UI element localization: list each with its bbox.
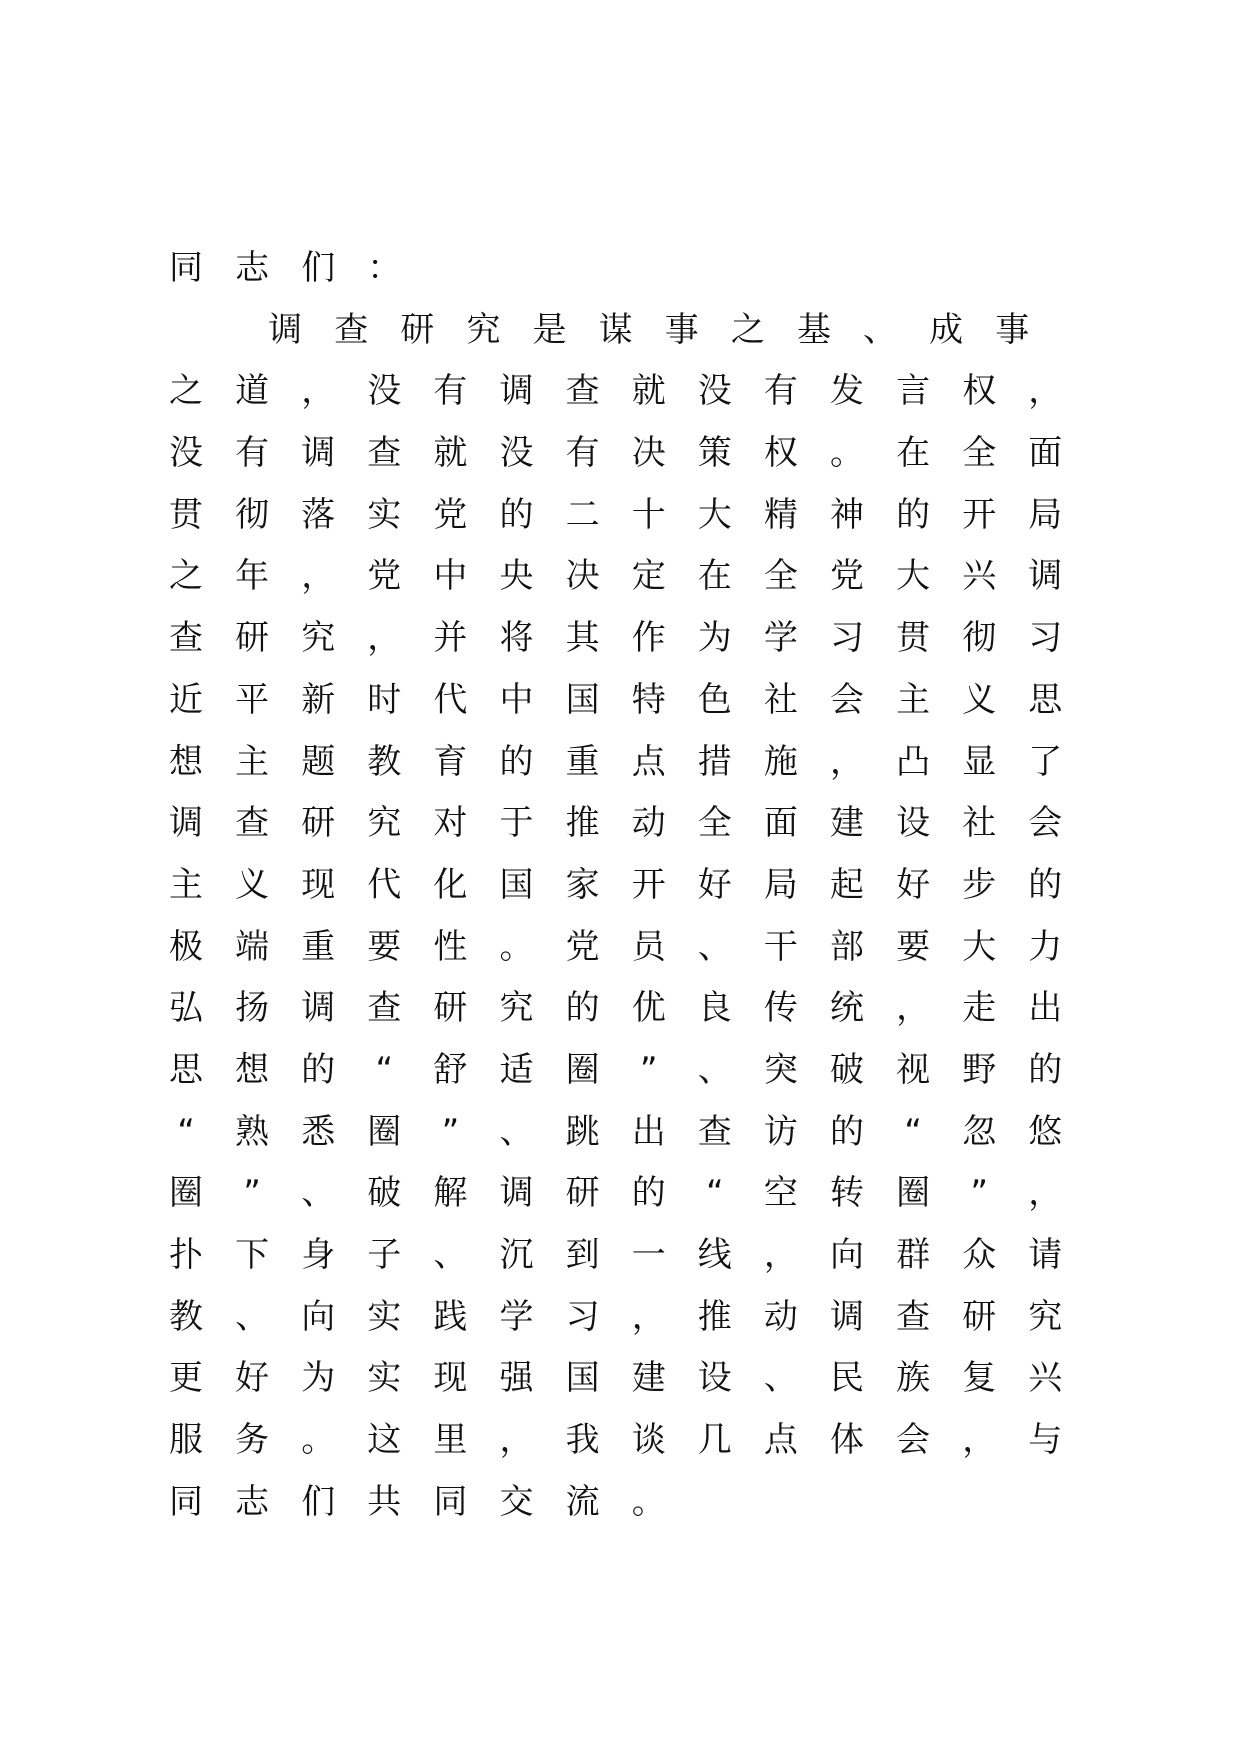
text-char: 转 <box>830 1173 864 1214</box>
text-char: 开 <box>962 494 997 535</box>
text-char: 作 <box>631 618 666 659</box>
text-char: 动 <box>631 803 666 844</box>
text-char: 圈 <box>896 1173 931 1214</box>
text-char: 共 <box>367 1481 402 1522</box>
text-char: 没 <box>499 433 534 474</box>
text-char: 走 <box>962 988 997 1029</box>
paragraph-line <box>166 1234 1062 1296</box>
text-char: “ <box>375 1049 394 1090</box>
text-char: 查 <box>334 309 369 350</box>
text-char: 社 <box>763 679 798 720</box>
text-char: 特 <box>631 679 666 720</box>
text-char: 重 <box>565 741 600 782</box>
text-char: 显 <box>962 741 997 782</box>
text-char: 突 <box>763 1049 798 1090</box>
text-char: 到 <box>565 1235 600 1275</box>
text-char: 访 <box>763 1111 798 1152</box>
text-char: 视 <box>896 1049 931 1090</box>
text-char: 言 <box>896 371 931 412</box>
text-char: 没 <box>169 433 203 474</box>
text-char: 调 <box>301 988 336 1029</box>
text-char: 调 <box>301 433 336 474</box>
text-char: ， <box>1028 371 1063 412</box>
text-char: 线 <box>697 1235 732 1275</box>
text-char: 学 <box>763 618 798 659</box>
text-char: 面 <box>1028 433 1063 474</box>
text-char: 传 <box>763 988 798 1029</box>
text-char: 同 <box>169 1481 203 1522</box>
paragraph-line <box>166 1172 1062 1234</box>
text-char: 色 <box>697 679 732 720</box>
paragraph-line <box>166 1481 1062 1543</box>
text-char: 好 <box>235 1358 270 1399</box>
text-char: 要 <box>896 926 931 967</box>
text-char: 子 <box>367 1235 402 1275</box>
paragraph-line <box>166 802 1062 864</box>
text-char: 民 <box>830 1358 864 1399</box>
text-char: 有 <box>235 433 270 474</box>
text-char: 有 <box>565 433 600 474</box>
text-char: 习 <box>830 618 864 659</box>
text-char: 务 <box>235 1420 270 1461</box>
text-char: 之 <box>730 309 765 350</box>
text-char: 志 <box>235 248 270 288</box>
text-char: ， <box>896 988 931 1029</box>
paragraph-line <box>166 864 1062 926</box>
text-char: 兴 <box>962 556 997 597</box>
text-char: 为 <box>301 1358 336 1399</box>
text-char: 神 <box>830 494 864 535</box>
text-char: 开 <box>631 864 666 905</box>
text-char: 步 <box>962 864 997 905</box>
text-char: 们 <box>301 248 336 288</box>
text-char: 适 <box>499 1049 534 1090</box>
text-char: 主 <box>169 864 203 905</box>
text-char: 育 <box>433 741 468 782</box>
text-char: 同 <box>433 1481 468 1522</box>
text-char: 统 <box>830 988 864 1029</box>
paragraph-line <box>166 679 1062 741</box>
text-char: 习 <box>1028 618 1063 659</box>
text-char: 更 <box>169 1358 203 1399</box>
paragraph-line <box>166 617 1062 679</box>
text-char: 、 <box>499 1111 534 1152</box>
text-char: 端 <box>235 926 270 967</box>
text-char: 中 <box>499 679 534 720</box>
text-char: 熟 <box>235 1111 270 1152</box>
text-char: ” <box>243 1173 261 1214</box>
text-char: 弘 <box>169 988 203 1029</box>
text-char: 向 <box>830 1235 864 1275</box>
text-char: 是 <box>532 309 567 350</box>
text-char: 平 <box>235 679 270 720</box>
text-char: 思 <box>169 1049 203 1090</box>
text-char: 党 <box>433 494 468 535</box>
text-char: 彻 <box>962 618 997 659</box>
text-char: 央 <box>499 556 534 597</box>
text-char: 的 <box>631 1173 666 1214</box>
text-char: 会 <box>896 1420 931 1461</box>
text-char: 没 <box>367 371 402 412</box>
text-char: 二 <box>565 494 600 535</box>
text-char: 全 <box>763 556 798 597</box>
text-char: 权 <box>962 371 997 412</box>
text-char: 查 <box>697 1111 732 1152</box>
text-char: 良 <box>697 988 732 1029</box>
text-char: 点 <box>631 741 666 782</box>
text-char: 究 <box>1028 1296 1063 1337</box>
text-char: 好 <box>697 864 732 905</box>
text-char: 权 <box>763 433 798 474</box>
text-char: 身 <box>301 1235 336 1275</box>
text-char: 对 <box>433 803 468 844</box>
text-char: 众 <box>962 1235 997 1275</box>
text-char: 全 <box>697 803 732 844</box>
text-char: ， <box>830 741 864 782</box>
text-char: 解 <box>433 1173 468 1214</box>
text-char: 志 <box>235 1481 270 1522</box>
text-char: 代 <box>367 864 402 905</box>
text-char: 落 <box>301 494 336 535</box>
text-char: 请 <box>1028 1235 1063 1275</box>
text-char: 破 <box>367 1173 402 1214</box>
text-char: 出 <box>631 1111 666 1152</box>
paragraph-line <box>166 1357 1062 1419</box>
paragraph-line <box>166 1296 1062 1358</box>
text-char: 向 <box>301 1296 336 1337</box>
text-char: 、 <box>235 1296 270 1337</box>
text-char: ， <box>367 618 402 659</box>
paragraph-line <box>166 1111 1062 1173</box>
text-char: 研 <box>400 309 435 350</box>
text-char: 干 <box>763 926 798 967</box>
paragraph-line <box>166 555 1062 617</box>
text-char: 体 <box>830 1420 864 1461</box>
text-char: 决 <box>631 433 666 474</box>
text-char: “ <box>705 1173 724 1214</box>
text-char: 十 <box>631 494 666 535</box>
text-char: 新 <box>301 679 336 720</box>
text-char: 扑 <box>169 1235 203 1275</box>
paragraph-line <box>166 494 1062 556</box>
text-char: 国 <box>565 679 600 720</box>
text-char: 全 <box>962 433 997 474</box>
text-char: 调 <box>268 309 303 350</box>
text-char: 成 <box>929 309 964 350</box>
text-char: 大 <box>896 556 931 597</box>
text-char: 道 <box>235 371 270 412</box>
text-char: 家 <box>565 864 600 905</box>
text-char: 义 <box>962 679 997 720</box>
text-char: 贯 <box>169 494 203 535</box>
text-char: 服 <box>169 1420 203 1461</box>
text-char: 现 <box>433 1358 468 1399</box>
text-char: 调 <box>499 1173 534 1214</box>
text-char: 研 <box>962 1296 997 1337</box>
text-char: 跳 <box>565 1111 600 1152</box>
text-char: 大 <box>962 926 997 967</box>
text-char: 措 <box>697 741 732 782</box>
text-char: 这 <box>367 1420 402 1461</box>
text-char: 的 <box>896 494 931 535</box>
text-char: ” <box>970 1173 988 1214</box>
text-char: 性 <box>433 926 468 967</box>
text-char: 几 <box>697 1420 732 1461</box>
text-char: 有 <box>433 371 468 412</box>
text-char: 忽 <box>962 1111 997 1152</box>
text-char: 建 <box>830 803 864 844</box>
text-char: 的 <box>499 741 534 782</box>
paragraph-line <box>166 1049 1062 1111</box>
text-char: ： <box>367 248 402 288</box>
text-char: 舒 <box>433 1049 468 1090</box>
text-char: 究 <box>301 618 336 659</box>
text-char: 破 <box>830 1049 864 1090</box>
salutation-line <box>166 247 1062 309</box>
text-char: 设 <box>896 803 931 844</box>
text-char: ， <box>499 1420 534 1461</box>
text-char: 。 <box>631 1481 666 1522</box>
text-char: 局 <box>1028 494 1063 535</box>
text-char: 局 <box>763 864 798 905</box>
text-char: 在 <box>697 556 732 597</box>
text-char: 发 <box>830 371 864 412</box>
text-char: 调 <box>830 1296 864 1337</box>
text-char: 彻 <box>235 494 270 535</box>
text-char: 设 <box>697 1358 732 1399</box>
text-char: ” <box>441 1111 460 1152</box>
text-char: 好 <box>896 864 931 905</box>
text-char: 策 <box>697 433 732 474</box>
text-char: 研 <box>301 803 336 844</box>
text-char: 圈 <box>565 1049 600 1090</box>
text-char: 社 <box>962 803 997 844</box>
text-char: 会 <box>1028 803 1063 844</box>
paragraph-line <box>166 926 1062 988</box>
text-char: 国 <box>499 864 534 905</box>
text-char: 研 <box>235 618 270 659</box>
text-char: 点 <box>763 1420 798 1461</box>
text-char: 教 <box>367 741 402 782</box>
text-char: 研 <box>433 988 468 1029</box>
text-char: 了 <box>1028 741 1063 782</box>
text-char: 基 <box>796 309 831 350</box>
text-char: 。 <box>301 1420 336 1461</box>
text-char: 定 <box>631 556 666 597</box>
text-char: 、 <box>301 1173 336 1214</box>
text-char: 究 <box>499 988 534 1029</box>
text-char: 出 <box>1028 988 1063 1029</box>
text-char: 要 <box>367 926 402 967</box>
text-char: 就 <box>433 433 468 474</box>
text-char: 思 <box>1028 679 1063 720</box>
text-char: 查 <box>169 618 203 659</box>
text-char: 我 <box>565 1420 600 1461</box>
text-char: 党 <box>367 556 402 597</box>
text-char: 于 <box>499 803 534 844</box>
text-char: 、 <box>433 1235 468 1275</box>
text-char: 年 <box>235 556 270 597</box>
text-char: 凸 <box>896 741 931 782</box>
text-char: ， <box>301 556 336 597</box>
text-char: “ <box>177 1111 195 1152</box>
text-char: 查 <box>235 803 270 844</box>
text-char: 研 <box>565 1173 600 1214</box>
text-char: 悉 <box>301 1111 336 1152</box>
text-char: 、 <box>697 1049 732 1090</box>
text-char: 没 <box>697 371 732 412</box>
text-char: ， <box>962 1420 997 1461</box>
text-char: 下 <box>235 1235 270 1275</box>
text-char: ， <box>763 1235 798 1275</box>
text-char: 想 <box>235 1049 270 1090</box>
text-char: 极 <box>169 926 203 967</box>
text-char: 主 <box>235 741 270 782</box>
paragraph-line <box>166 987 1062 1049</box>
text-char: 查 <box>565 371 600 412</box>
text-char: 习 <box>565 1296 600 1337</box>
text-char: 们 <box>301 1481 336 1522</box>
text-char: 之 <box>169 556 203 597</box>
paragraph-line <box>166 432 1062 494</box>
text-char: 查 <box>367 433 402 474</box>
text-char: 决 <box>565 556 600 597</box>
text-char: 党 <box>830 556 864 597</box>
text-char: 面 <box>763 803 798 844</box>
text-char: 实 <box>367 1358 402 1399</box>
text-char: 代 <box>433 679 468 720</box>
text-char: 党 <box>565 926 600 967</box>
text-char: 之 <box>169 371 203 412</box>
text-char: 国 <box>565 1358 600 1399</box>
text-char: 悠 <box>1028 1111 1063 1152</box>
text-char: 查 <box>896 1296 931 1337</box>
text-char: 的 <box>1028 1049 1063 1090</box>
text-char: 践 <box>433 1296 468 1337</box>
text-char: 。 <box>830 433 864 474</box>
text-char: 的 <box>1028 864 1063 905</box>
text-char: 一 <box>631 1235 666 1275</box>
text-char: 想 <box>169 741 203 782</box>
text-char: 究 <box>466 309 501 350</box>
text-char: 动 <box>763 1296 798 1337</box>
text-char: 究 <box>367 803 402 844</box>
text-char: 里 <box>433 1420 468 1461</box>
text-char: 员 <box>631 926 666 967</box>
text-char: 为 <box>697 618 732 659</box>
text-char: 义 <box>235 864 270 905</box>
text-char: 谈 <box>631 1420 666 1461</box>
text-char: 调 <box>499 371 534 412</box>
text-char: 兴 <box>1028 1358 1063 1399</box>
text-char: 强 <box>499 1358 534 1399</box>
text-char: 力 <box>1028 926 1063 967</box>
text-char: 查 <box>367 988 402 1029</box>
text-char: 在 <box>896 433 931 474</box>
text-char: 沉 <box>499 1235 534 1275</box>
text-char: 中 <box>433 556 468 597</box>
text-char: 、 <box>763 1358 798 1399</box>
text-char: 同 <box>169 248 203 288</box>
text-char: 化 <box>433 864 468 905</box>
text-char: ” <box>639 1049 658 1090</box>
text-char: 的 <box>565 988 600 1029</box>
text-char: 、 <box>863 309 898 350</box>
text-char: 复 <box>962 1358 997 1399</box>
text-char: 重 <box>301 926 336 967</box>
text-char: 、 <box>697 926 732 967</box>
text-char: 将 <box>499 618 534 659</box>
text-char: 起 <box>830 864 864 905</box>
paragraph-line <box>166 1419 1062 1481</box>
text-char: 扬 <box>235 988 270 1029</box>
text-char: 近 <box>169 679 203 720</box>
text-char: 部 <box>830 926 864 967</box>
text-char: 族 <box>896 1358 931 1399</box>
text-char: 贯 <box>896 618 931 659</box>
paragraph-line <box>166 741 1062 803</box>
text-char: 调 <box>169 803 203 844</box>
paragraph-line <box>166 370 1062 432</box>
text-char: ， <box>631 1296 666 1337</box>
text-char: 学 <box>499 1296 534 1337</box>
text-char: 优 <box>631 988 666 1029</box>
text-char: 与 <box>1028 1420 1063 1461</box>
text-char: 的 <box>301 1049 336 1090</box>
text-char: 施 <box>763 741 798 782</box>
text-char: 实 <box>367 494 402 535</box>
text-char: 圈 <box>367 1111 402 1152</box>
text-char: 时 <box>367 679 402 720</box>
text-char: 实 <box>367 1296 402 1337</box>
text-char: 。 <box>499 926 534 967</box>
text-char: ， <box>1028 1173 1063 1214</box>
text-char: 流 <box>565 1481 600 1522</box>
text-char: 推 <box>697 1296 732 1337</box>
text-char: 会 <box>830 679 864 720</box>
text-char: 野 <box>962 1049 997 1090</box>
text-char: 就 <box>631 371 666 412</box>
text-char: 主 <box>896 679 931 720</box>
text-char: 调 <box>1028 556 1063 597</box>
text-char: 事 <box>995 309 1030 350</box>
text-char: ， <box>301 371 336 412</box>
text-char: 群 <box>896 1235 931 1275</box>
text-char: 教 <box>169 1296 203 1337</box>
text-char: 有 <box>763 371 798 412</box>
text-char: “ <box>904 1111 922 1152</box>
text-char: 空 <box>763 1173 798 1214</box>
text-char: 推 <box>565 803 600 844</box>
text-char: 事 <box>664 309 699 350</box>
text-char: 精 <box>763 494 798 535</box>
text-char: 交 <box>499 1481 534 1522</box>
text-char: 的 <box>830 1111 864 1152</box>
paragraph-line <box>166 309 1062 371</box>
text-char: 大 <box>697 494 732 535</box>
text-char: 圈 <box>169 1173 203 1214</box>
text-char: 现 <box>301 864 336 905</box>
text-char: 建 <box>631 1358 666 1399</box>
text-char: 题 <box>301 741 336 782</box>
text-char: 并 <box>433 618 468 659</box>
text-char: 谋 <box>598 309 633 350</box>
document-body <box>166 247 1062 1542</box>
text-char: 其 <box>565 618 600 659</box>
text-char: 的 <box>499 494 534 535</box>
